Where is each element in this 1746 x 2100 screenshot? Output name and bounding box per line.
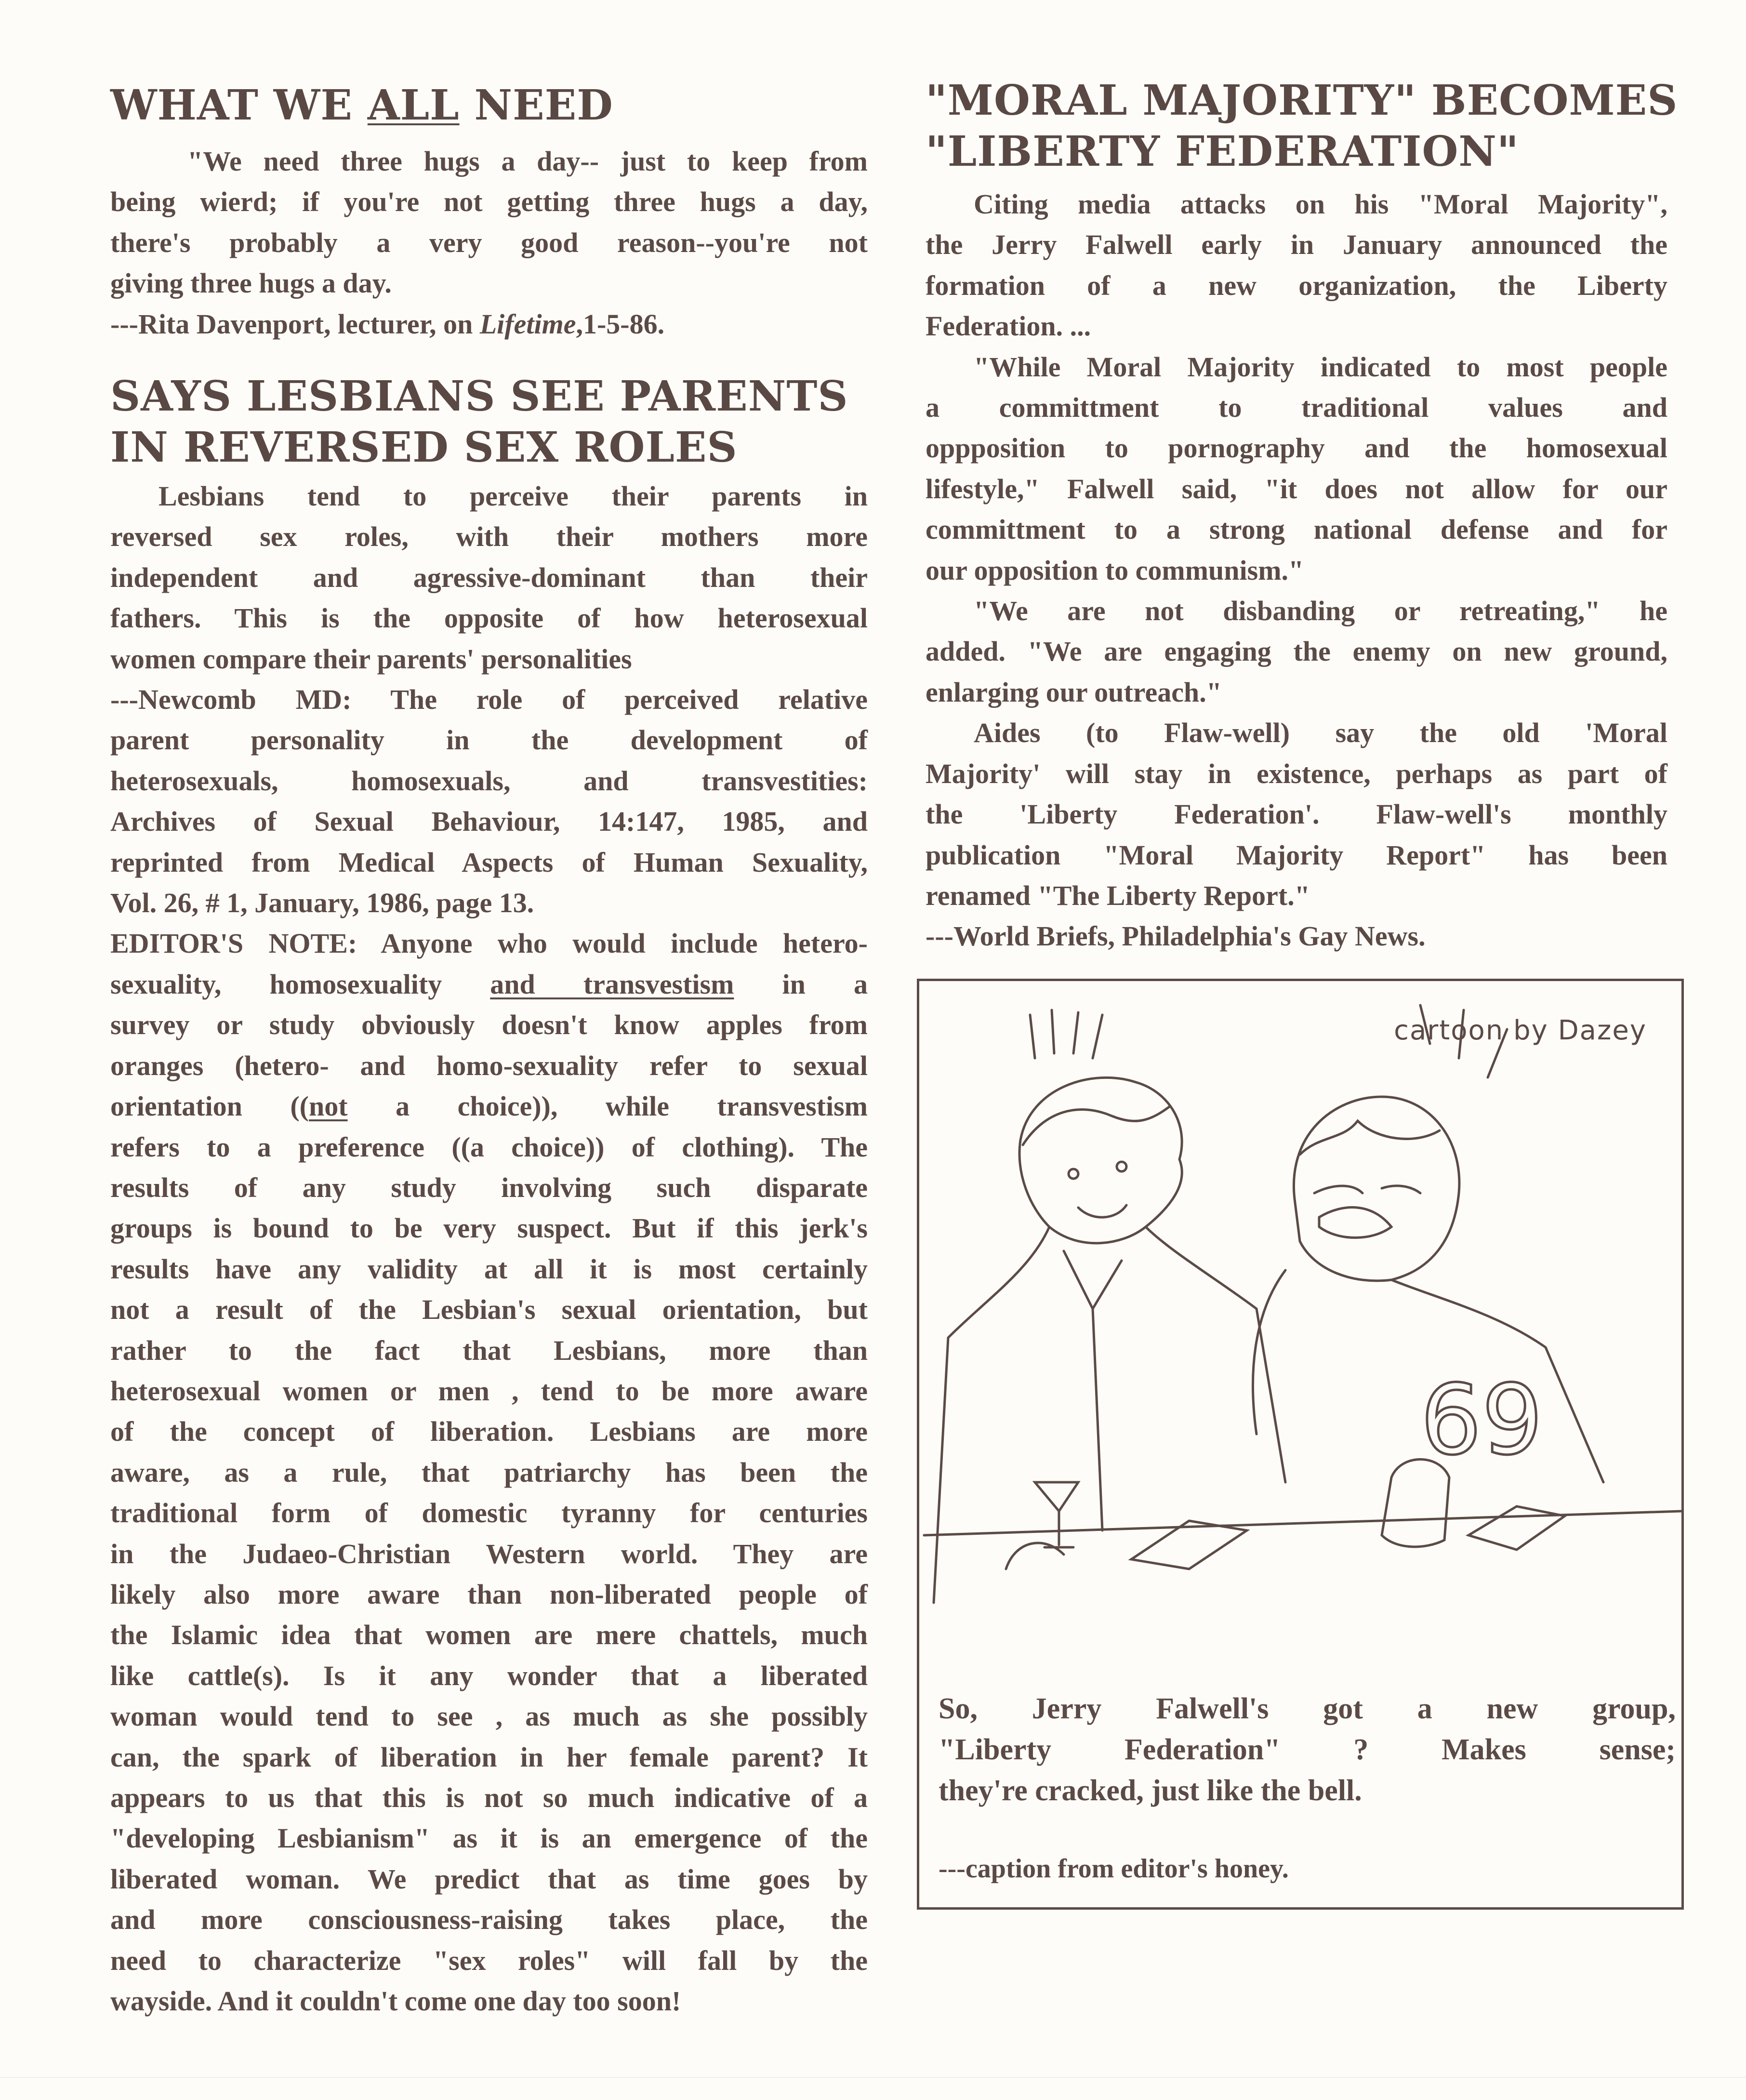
text-line: ---Newcomb MD: The role of perceived relative [110, 684, 868, 716]
text-line: results of any study involving such disparate [110, 1171, 868, 1203]
text-line: Majority' will stay in existence, perhaps as part of [926, 758, 1667, 789]
hugs-quote [110, 141, 868, 304]
text-line: women compare their parents' personalities [110, 643, 632, 675]
paragraph [110, 679, 868, 923]
text-line: Federation. ... [926, 310, 1091, 342]
text-segment: a choice)), while transvestism [347, 1090, 868, 1122]
text-line: survey or study obviously doesn't know apples from [110, 1009, 868, 1041]
paragraph [926, 591, 1667, 713]
text-line: liberated woman. We predict that as time goes by [110, 1863, 868, 1895]
moral-majority-article-body [926, 184, 1667, 957]
text-line: publication "Moral Majority Report" has been [926, 839, 1667, 871]
text-segment: in a [734, 968, 868, 1000]
text-line: appears to us that this is not so much indicative of a [110, 1782, 868, 1813]
text-line: "While Moral Majority indicated to most people [974, 351, 1667, 383]
text-line: heterosexuals, homosexuals, and transvestities: [110, 765, 868, 797]
text-line: the Islamic idea that women are mere chattels, much [110, 1619, 868, 1651]
text-line: EDITOR'S NOTE: Anyone who would include hetero- [110, 928, 868, 959]
table-edge [924, 1511, 1681, 1535]
text-line: there's probably a very good reason--you're not [110, 226, 868, 258]
text-line: oranges (hetero- and homo-sexuality refer to sexual [110, 1050, 868, 1081]
text-line: reprinted from Medical Aspects of Human Sexuality, [110, 846, 868, 878]
text-line: the 'Liberty Federation'. Flaw-well's monthly [926, 798, 1667, 830]
paragraph [110, 923, 868, 2021]
lesbians-article-body [110, 476, 868, 2021]
text-line: likely also more aware than non-liberated people of [110, 1578, 868, 1610]
text-line: ---World Briefs, Philadelphia's Gay News. [926, 920, 1426, 952]
text-line: Archives of Sexual Behaviour, 14:147, 1985, and [110, 806, 868, 837]
headline-line: "MORAL MAJORITY" BECOMES [926, 76, 1678, 125]
text-line: renamed "The Liberty Report." [926, 879, 1310, 911]
text-segment: orientation (( [110, 1090, 309, 1122]
text-line: can, the spark of liberation in her female parent? It [110, 1741, 868, 1773]
text-line: Vol. 26, # 1, January, 1986, page 13. [110, 887, 534, 919]
headline-moral-majority [926, 75, 1678, 177]
paragraph [926, 713, 1667, 916]
paragraph [926, 347, 1667, 591]
text-line: results have any validity at all it is most certainly [110, 1253, 868, 1285]
text-line [110, 1086, 868, 1127]
text-line: being wierd; if you're not getting three hugs a day, [110, 186, 868, 218]
paragraph [926, 916, 1667, 957]
jersey-number: 69 [1420, 1364, 1543, 1476]
headline-line: "LIBERTY FEDERATION" [926, 127, 1519, 176]
cartoon-box [917, 979, 1684, 1910]
text-line: parent personality in the development of [110, 724, 868, 756]
cartoon-caption [939, 1688, 1676, 1811]
text-line: Lesbians tend to perceive their parents in [159, 480, 868, 512]
napkin [1468, 1506, 1565, 1550]
text-line: in the Judaeo-Christian Western world. They are [110, 1538, 868, 1569]
text-line: "developing Lesbianism" as it is an emergence of the [110, 1822, 868, 1854]
text-line: woman would tend to see , as much as she possibly [110, 1701, 868, 1732]
text-line: groups is bound to be very suspect. But if this jerk's [110, 1212, 868, 1244]
cartoon-illustration [919, 1000, 1681, 1685]
page-edge [0, 2077, 1746, 2078]
text-line: heterosexual women or men , tend to be more aware [110, 1375, 868, 1407]
attribution-text: ---Rita Davenport, lecturer, on [110, 308, 480, 340]
text-line: independent and agressive-dominant than their [110, 561, 868, 593]
text-line: "Liberty Federation" ? Makes sense; [939, 1733, 1676, 1766]
text-segment: sexuality, homosexuality [110, 968, 490, 1000]
text-line: a committment to traditional values and [926, 392, 1667, 424]
text-line: committment to a strong national defense and for [926, 514, 1667, 545]
quote-attribution [110, 304, 868, 345]
text-line: Aides (to Flaw-well) say the old 'Moral [974, 717, 1667, 749]
headline-line: SAYS LESBIANS SEE PARENTS [110, 372, 848, 421]
underlined-text: and transvestism [490, 968, 734, 1000]
text-line: rather to the fact that Lesbians, more than [110, 1334, 868, 1366]
text-line: "We need three hugs a day-- just to keep from [187, 146, 868, 177]
headline-part: WHAT WE [110, 81, 368, 130]
text-line: the Jerry Falwell early in January announced the [926, 229, 1667, 261]
paragraph [926, 184, 1667, 347]
text-line: enlarging our outreach." [926, 676, 1222, 708]
caption-source: ---caption from editor's honey. [939, 1854, 1289, 1884]
paragraph [110, 476, 868, 679]
headline-part: NEED [459, 81, 613, 130]
text-line: refers to a preference ((a choice)) of clothing). The [110, 1131, 868, 1163]
martini-glass-icon [1035, 1482, 1078, 1547]
text-line: like cattle(s). Is it any wonder that a liberated [110, 1660, 868, 1691]
attribution-date: ,1-5-86. [576, 308, 665, 340]
cartoon-credit: cartoon by Dazey [1394, 1015, 1647, 1046]
text-line: our opposition to communism." [926, 554, 1304, 586]
text-line: they're cracked, just like the bell. [939, 1774, 1362, 1807]
text-line: "We are not disbanding or retreating," he [974, 595, 1667, 627]
text-line: reversed sex roles, with their mothers more [110, 521, 868, 553]
text-line: and more consciousness-raising takes place, the [110, 1904, 868, 1936]
headline-underlined-word: ALL [367, 81, 460, 130]
text-line: of the concept of liberation. Lesbians are more [110, 1416, 868, 1448]
headline-lesbians-parents [110, 371, 868, 473]
text-line: aware, as a rule, that patriarchy has been the [110, 1456, 868, 1488]
text-line: traditional form of domestic tyranny for centuries [110, 1497, 868, 1529]
text-line: Citing media attacks on his "Moral Majority", [974, 188, 1667, 220]
text-line: added. "We are engaging the enemy on new ground, [926, 636, 1667, 667]
text-line [110, 964, 868, 1005]
text-line: need to characterize "sex roles" will fall by the [110, 1944, 868, 1976]
text-line: not a result of the Lesbian's sexual orientation, but [110, 1294, 868, 1326]
text-line: So, Jerry Falwell's got a new group, [939, 1692, 1676, 1725]
left-man-figure [934, 1010, 1285, 1603]
text-line: formation of a new organization, the Liberty [926, 269, 1667, 301]
text-line: giving three hugs a day. [110, 267, 392, 299]
text-line: lifestyle," Falwell said, "it does not allow for our [926, 473, 1667, 505]
headline-what-we-all-need [110, 80, 868, 131]
headline-line: IN REVERSED SEX ROLES [110, 423, 738, 472]
attribution-show: Lifetime [479, 308, 576, 340]
text-line: fathers. This is the opposite of how heterosexual [110, 602, 868, 634]
text-line: oppposition to pornography and the homosexual [926, 432, 1667, 464]
underlined-text: not [309, 1090, 348, 1122]
text-line: wayside. And it couldn't come one day too soon! [110, 1985, 681, 2017]
